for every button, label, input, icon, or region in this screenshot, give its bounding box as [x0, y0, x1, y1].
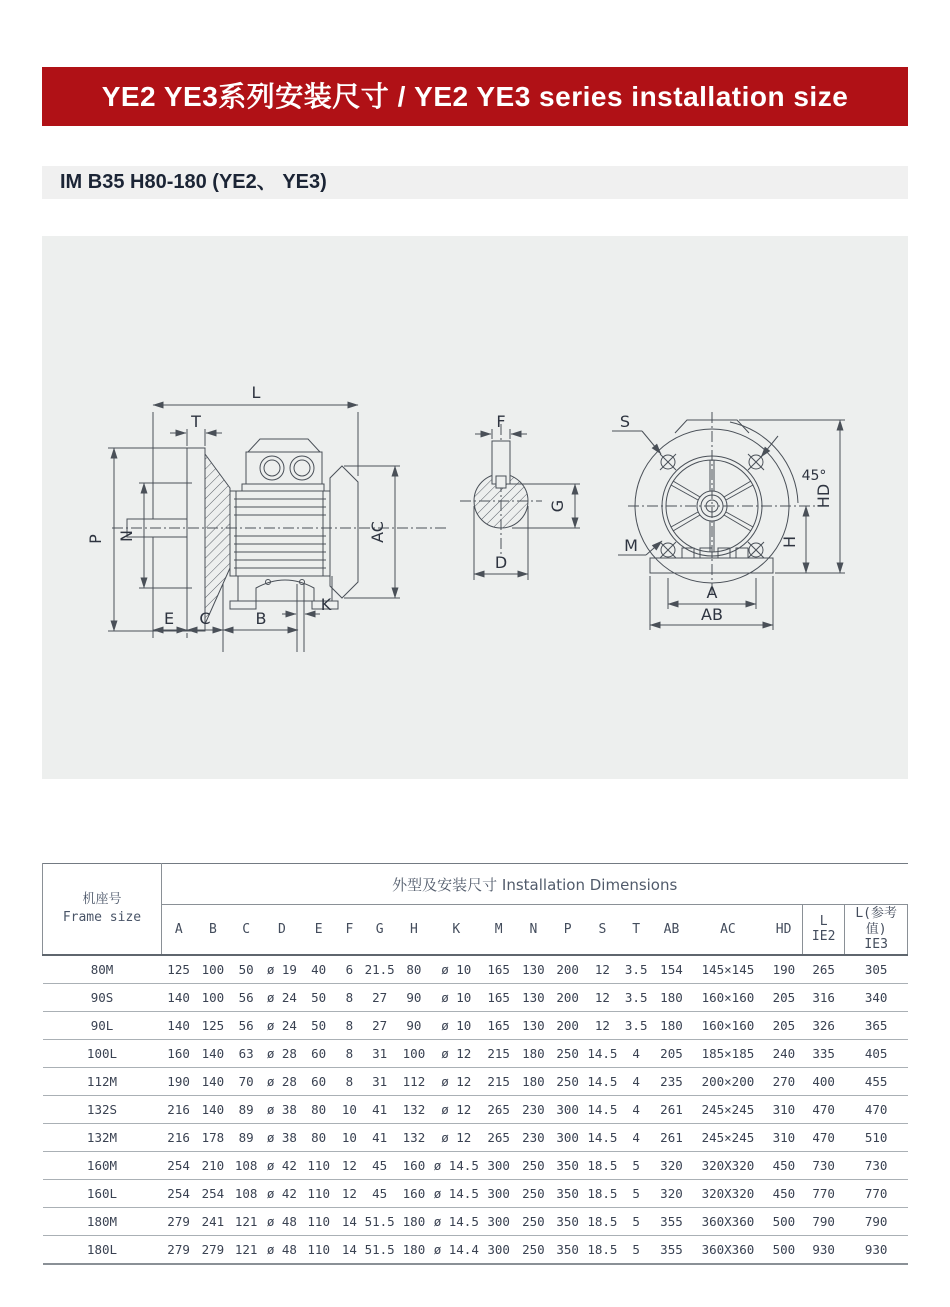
col-l-ie3-bottom: IE3 — [864, 937, 888, 953]
dimension-cell: 14.5 — [585, 1067, 620, 1095]
column-header-M: M — [481, 905, 516, 955]
dimension-cell: 160 — [396, 1179, 431, 1207]
dimension-cell: 130 — [516, 1011, 550, 1039]
dimension-cell: 455 — [845, 1067, 908, 1095]
dimension-cell: 89 — [230, 1095, 262, 1123]
table-row — [43, 1095, 908, 1123]
dimension-cell: 165 — [481, 955, 516, 984]
dimension-cell: ø 28 — [262, 1039, 301, 1067]
frame-size-cell: 100L — [43, 1039, 162, 1067]
dimension-cell: 510 — [845, 1123, 908, 1151]
dimension-cell: ø 38 — [262, 1123, 301, 1151]
dimension-cell: 4 — [620, 1067, 652, 1095]
dimension-cell: 12 — [585, 1011, 620, 1039]
dimension-cell: 8 — [336, 1067, 363, 1095]
dimension-cell: 18.5 — [585, 1207, 620, 1235]
dim-label-K: K — [320, 595, 332, 614]
dimension-cell: 5 — [620, 1235, 652, 1264]
column-header-A: A — [161, 905, 195, 955]
dimension-cell: 108 — [230, 1151, 262, 1179]
dimension-cell: 320 — [652, 1151, 690, 1179]
dimension-cell: 320 — [652, 1179, 690, 1207]
table-row — [43, 1123, 908, 1151]
dimension-cell: 216 — [161, 1123, 195, 1151]
dim-label-C: C — [199, 609, 211, 628]
dimension-cell: 320X320 — [691, 1179, 766, 1207]
dimension-cell: 121 — [230, 1235, 262, 1264]
dimension-cell: ø 42 — [262, 1151, 301, 1179]
dimension-cell: 215 — [481, 1039, 516, 1067]
dimension-cell: 400 — [803, 1067, 845, 1095]
dimension-cell: 310 — [765, 1123, 802, 1151]
dimension-cell: ø 14.5 — [432, 1179, 481, 1207]
dimension-cell: 180 — [396, 1235, 431, 1264]
dimension-cell: 730 — [845, 1151, 908, 1179]
dimension-cell: 140 — [196, 1095, 230, 1123]
dimension-cell: 335 — [803, 1039, 845, 1067]
dim-label-A: A — [706, 583, 718, 602]
dimension-cell: 12 — [336, 1151, 363, 1179]
dimension-cell: 100 — [196, 983, 230, 1011]
dimension-cell: 190 — [765, 955, 802, 984]
dimension-cell: 41 — [363, 1095, 396, 1123]
dimension-cell: 205 — [765, 1011, 802, 1039]
dim-label-E: E — [163, 609, 175, 628]
dimension-cell: 730 — [803, 1151, 845, 1179]
dimension-cell: 132 — [396, 1123, 431, 1151]
span-header-row — [43, 864, 908, 905]
dimension-cell: ø 38 — [262, 1095, 301, 1123]
dim-label-H: H — [780, 535, 799, 549]
dimension-cell: 5 — [620, 1179, 652, 1207]
table-row — [43, 1151, 908, 1179]
dimension-cell: 300 — [481, 1235, 516, 1264]
dimension-cell: 10 — [336, 1123, 363, 1151]
dimension-cell: 350 — [551, 1235, 585, 1264]
dimension-cell: 205 — [652, 1039, 690, 1067]
dimension-cell: 50 — [302, 1011, 336, 1039]
dimension-cell: 250 — [551, 1039, 585, 1067]
dimension-cell: 63 — [230, 1039, 262, 1067]
dimension-cell: 470 — [803, 1095, 845, 1123]
dimension-cell: 200 — [551, 955, 585, 984]
dimension-cell: 360X360 — [691, 1207, 766, 1235]
dimension-cell: 100 — [196, 955, 230, 984]
dimension-cell: 110 — [302, 1151, 336, 1179]
dimension-cell: 51.5 — [363, 1207, 396, 1235]
dimension-cell: 100 — [396, 1039, 431, 1067]
dimension-cell: 4 — [620, 1123, 652, 1151]
dimension-cell: 14.5 — [585, 1039, 620, 1067]
title-banner — [42, 67, 908, 126]
dimension-cell: ø 14.4 — [432, 1235, 481, 1264]
dimension-cell: ø 12 — [432, 1039, 481, 1067]
dimension-cell: 3.5 — [620, 1011, 652, 1039]
dimension-cell: ø 12 — [432, 1123, 481, 1151]
installation-dimensions-header: 外型及安装尺寸 Installation Dimensions — [161, 864, 907, 905]
dimension-cell: 450 — [765, 1179, 802, 1207]
dimension-cell: 450 — [765, 1151, 802, 1179]
dimension-cell: 160×160 — [691, 983, 766, 1011]
dimension-cell: 60 — [302, 1039, 336, 1067]
dimension-cell: 50 — [230, 955, 262, 984]
dimension-cell: 110 — [302, 1207, 336, 1235]
dimension-cell: 14 — [336, 1207, 363, 1235]
col-l-ie2-top: L — [819, 913, 828, 929]
technical-drawing — [42, 236, 908, 779]
dimension-cell: 500 — [765, 1207, 802, 1235]
column-header-H: H — [396, 905, 431, 955]
dim-label-AB: AB — [701, 605, 723, 624]
frame-size-header-zh: 机座号 — [82, 892, 122, 908]
column-header-F: F — [336, 905, 363, 955]
subtitle-text: IM B35 H80-180 (YE2、 YE3) — [60, 171, 327, 193]
dimension-cell: 405 — [845, 1039, 908, 1067]
dimension-cell: 261 — [652, 1095, 690, 1123]
dimension-cell: 5 — [620, 1151, 652, 1179]
dimension-cell: 160 — [396, 1151, 431, 1179]
dimension-cell: 132 — [396, 1095, 431, 1123]
table-row — [43, 1039, 908, 1067]
dim-label-P: P — [86, 534, 105, 544]
dimension-cell: 300 — [551, 1095, 585, 1123]
dimension-cell: 235 — [652, 1067, 690, 1095]
dimension-cell: 80 — [302, 1095, 336, 1123]
table-row — [43, 1067, 908, 1095]
dimension-cell: 50 — [302, 983, 336, 1011]
dimension-cell: 45 — [363, 1151, 396, 1179]
frame-size-cell: 90S — [43, 983, 162, 1011]
dimension-cell: 45 — [363, 1179, 396, 1207]
column-header-row — [43, 905, 908, 955]
column-header-S: S — [585, 905, 620, 955]
dimension-cell: 190 — [161, 1067, 195, 1095]
dimension-cell: 21.5 — [363, 955, 396, 984]
dimension-cell: 125 — [161, 955, 195, 984]
dimension-cell: 5 — [620, 1207, 652, 1235]
column-header-P: P — [551, 905, 585, 955]
front-view — [612, 412, 845, 630]
dimension-cell: 180 — [516, 1039, 550, 1067]
column-header-N: N — [516, 905, 550, 955]
column-header-G: G — [363, 905, 396, 955]
dimension-cell: 300 — [481, 1151, 516, 1179]
dimension-cell: 300 — [551, 1123, 585, 1151]
dimension-cell: 279 — [161, 1235, 195, 1264]
dimension-cell: 60 — [302, 1067, 336, 1095]
dimension-cell: 110 — [302, 1179, 336, 1207]
table-row — [43, 1011, 908, 1039]
dimension-cell: 80 — [396, 955, 431, 984]
dimension-cell: 56 — [230, 1011, 262, 1039]
dimension-cell: 89 — [230, 1123, 262, 1151]
dimension-cell: 185×185 — [691, 1039, 766, 1067]
dimension-cell: ø 12 — [432, 1095, 481, 1123]
dimension-cell: 300 — [481, 1179, 516, 1207]
frame-size-cell: 180L — [43, 1235, 162, 1264]
dimension-cell: 250 — [516, 1207, 550, 1235]
dimension-cell: 300 — [481, 1207, 516, 1235]
side-view — [108, 405, 446, 652]
frame-size-cell: 180M — [43, 1207, 162, 1235]
dimension-cell: 770 — [845, 1179, 908, 1207]
dimension-cell: 350 — [551, 1207, 585, 1235]
dimension-cell: 326 — [803, 1011, 845, 1039]
dim-label-B: B — [255, 609, 267, 628]
dimension-cell: 355 — [652, 1235, 690, 1264]
column-header-E: E — [302, 905, 336, 955]
frame-size-cell: 160M — [43, 1151, 162, 1179]
dimension-cell: ø 10 — [432, 1011, 481, 1039]
dim-label-45: 45° — [801, 468, 827, 484]
dim-label-HD: HD — [814, 483, 833, 509]
dimension-cell: 790 — [845, 1207, 908, 1235]
column-header-AC: AC — [691, 905, 766, 955]
dimension-cell: 14.5 — [585, 1123, 620, 1151]
frame-size-cell: 112M — [43, 1067, 162, 1095]
dimension-cell: ø 10 — [432, 955, 481, 984]
dimension-cell: 241 — [196, 1207, 230, 1235]
dimension-cell: ø 48 — [262, 1207, 301, 1235]
dimension-cell: 8 — [336, 1039, 363, 1067]
table-row — [43, 1207, 908, 1235]
column-header-HD: HD — [765, 905, 802, 955]
column-header-K: K — [432, 905, 481, 955]
table-row — [43, 1235, 908, 1264]
dimension-cell: ø 42 — [262, 1179, 301, 1207]
dimension-cell: ø 24 — [262, 1011, 301, 1039]
dimension-cell: 3.5 — [620, 955, 652, 984]
dimension-cell: 250 — [516, 1179, 550, 1207]
table-row — [43, 983, 908, 1011]
page — [42, 0, 908, 1265]
dimension-cell: 215 — [481, 1067, 516, 1095]
dimension-cell: 165 — [481, 1011, 516, 1039]
dim-label-AC: AC — [368, 521, 387, 543]
dimension-cell: 108 — [230, 1179, 262, 1207]
col-l-ie2-bottom: IE2 — [811, 929, 836, 945]
column-header-D: D — [262, 905, 301, 955]
dimension-cell: 310 — [765, 1095, 802, 1123]
dimension-cell: 90 — [396, 983, 431, 1011]
dimension-cell: 18.5 — [585, 1235, 620, 1264]
dimension-cell: 31 — [363, 1067, 396, 1095]
dimension-cell: 470 — [803, 1123, 845, 1151]
dimension-cell: 316 — [803, 983, 845, 1011]
dimension-cell: 165 — [481, 983, 516, 1011]
dimension-cell: 350 — [551, 1151, 585, 1179]
dimension-cell: 250 — [516, 1151, 550, 1179]
dim-label-T: T — [191, 412, 201, 431]
dimension-cell: 254 — [161, 1151, 195, 1179]
dimension-cell: 240 — [765, 1039, 802, 1067]
dimension-cell: 27 — [363, 1011, 396, 1039]
dimension-cell: 360X360 — [691, 1235, 766, 1264]
frame-size-cell: 132M — [43, 1123, 162, 1151]
dimension-cell: 12 — [336, 1179, 363, 1207]
dimension-cell: 140 — [161, 983, 195, 1011]
dimension-cell: ø 28 — [262, 1067, 301, 1095]
dimension-cell: 27 — [363, 983, 396, 1011]
dimension-cell: 200×200 — [691, 1067, 766, 1095]
frame-size-cell: 132S — [43, 1095, 162, 1123]
col-l-ie2 — [803, 905, 845, 955]
dimension-cell: 930 — [845, 1235, 908, 1264]
dimension-cell: 145×145 — [691, 955, 766, 984]
dimension-cell: 265 — [481, 1123, 516, 1151]
dimension-cell: 500 — [765, 1235, 802, 1264]
dimension-cell: 180 — [396, 1207, 431, 1235]
dimension-cell: 200 — [551, 1011, 585, 1039]
dim-label-G: G — [548, 499, 567, 513]
mounting-type-subtitle — [42, 166, 908, 199]
frame-size-header — [43, 864, 162, 955]
dimension-cell: 279 — [161, 1207, 195, 1235]
dimension-cell: 14.5 — [585, 1095, 620, 1123]
dimension-cell: 12 — [585, 983, 620, 1011]
dimension-cell: 245×245 — [691, 1095, 766, 1123]
column-header-AB: AB — [652, 905, 690, 955]
dim-label-S: S — [619, 412, 631, 431]
dimension-cell: 230 — [516, 1123, 550, 1151]
dimension-cell: 18.5 — [585, 1151, 620, 1179]
dimension-cell: 470 — [845, 1095, 908, 1123]
dimension-cell: 80 — [302, 1123, 336, 1151]
frame-size-header-en: Frame size — [62, 909, 142, 925]
dimension-cell: 930 — [803, 1235, 845, 1264]
dimension-cell: ø 12 — [432, 1067, 481, 1095]
dimension-cell: 265 — [803, 955, 845, 984]
dim-label-F: F — [496, 412, 506, 431]
dim-label-N: N — [117, 530, 136, 542]
dimension-cell: ø 48 — [262, 1235, 301, 1264]
dim-label-M: M — [624, 536, 638, 555]
dimension-cell: 770 — [803, 1179, 845, 1207]
col-l-ie3-top: L(参考值) — [855, 906, 897, 937]
dimensions-table — [42, 863, 908, 1265]
col-l-ie3 — [845, 905, 908, 955]
dimension-cell: 216 — [161, 1095, 195, 1123]
dimension-cell: 205 — [765, 983, 802, 1011]
dim-label-D: D — [494, 553, 508, 572]
dimension-cell: 178 — [196, 1123, 230, 1151]
dimension-cell: 4 — [620, 1039, 652, 1067]
dimension-cell: 320X320 — [691, 1151, 766, 1179]
dimension-cell: 270 — [765, 1067, 802, 1095]
dimension-cell: 10 — [336, 1095, 363, 1123]
dimension-cell: 14 — [336, 1235, 363, 1264]
dimension-cell: 160×160 — [691, 1011, 766, 1039]
dimension-cell: 18.5 — [585, 1179, 620, 1207]
frame-size-cell: 80M — [43, 955, 162, 984]
dimension-cell: 70 — [230, 1067, 262, 1095]
dimension-cell: 210 — [196, 1151, 230, 1179]
dimension-cell: 261 — [652, 1123, 690, 1151]
dimension-cell: 130 — [516, 983, 550, 1011]
dimension-cell: 279 — [196, 1235, 230, 1264]
dimension-cell: 154 — [652, 955, 690, 984]
dimension-cell: 12 — [585, 955, 620, 984]
table-body — [43, 955, 908, 1264]
dimension-cell: 130 — [516, 955, 550, 984]
dimension-cell: ø 14.5 — [432, 1207, 481, 1235]
dimension-cell: 90 — [396, 1011, 431, 1039]
dimension-cell: 160 — [161, 1039, 195, 1067]
dimension-cell: 140 — [196, 1067, 230, 1095]
dimension-cell: 125 — [196, 1011, 230, 1039]
dimension-cell: 140 — [161, 1011, 195, 1039]
dimension-cell: 8 — [336, 983, 363, 1011]
dimension-cell: 3.5 — [620, 983, 652, 1011]
dimension-cell: ø 14.5 — [432, 1151, 481, 1179]
dimension-cell: 305 — [845, 955, 908, 984]
dim-label-L: L — [251, 383, 261, 402]
dimension-cell: 254 — [196, 1179, 230, 1207]
frame-size-cell: 90L — [43, 1011, 162, 1039]
dimension-cell: 230 — [516, 1095, 550, 1123]
dimension-cell: 40 — [302, 955, 336, 984]
dimension-cell: 340 — [845, 983, 908, 1011]
dimension-cell: 355 — [652, 1207, 690, 1235]
dimension-cell: ø 10 — [432, 983, 481, 1011]
dimension-cell: ø 19 — [262, 955, 301, 984]
dimension-cell: 140 — [196, 1039, 230, 1067]
dimension-cell: 41 — [363, 1123, 396, 1151]
dimension-cell: 6 — [336, 955, 363, 984]
dimension-cell: 31 — [363, 1039, 396, 1067]
dimension-cell: 200 — [551, 983, 585, 1011]
frame-size-cell: 160L — [43, 1179, 162, 1207]
page-title: YE2 YE3系列安装尺寸 / YE2 YE3 series installation size — [101, 81, 849, 112]
table-row — [43, 1179, 908, 1207]
column-header-C: C — [230, 905, 262, 955]
dimension-cell: 121 — [230, 1207, 262, 1235]
dimension-cell: 790 — [803, 1207, 845, 1235]
dimension-cell: 180 — [516, 1067, 550, 1095]
dimension-cell: 350 — [551, 1179, 585, 1207]
column-header-T: T — [620, 905, 652, 955]
drawing-panel — [42, 236, 908, 779]
dimension-cell: 112 — [396, 1067, 431, 1095]
dimension-cell: 254 — [161, 1179, 195, 1207]
dimension-cell: 110 — [302, 1235, 336, 1264]
dimension-cell: 250 — [516, 1235, 550, 1264]
dimension-cell: ø 24 — [262, 983, 301, 1011]
dimension-cell: 265 — [481, 1095, 516, 1123]
dimension-cell: 56 — [230, 983, 262, 1011]
dimension-cell: 365 — [845, 1011, 908, 1039]
dimension-cell: 180 — [652, 1011, 690, 1039]
dimension-cell: 4 — [620, 1095, 652, 1123]
dimension-cell: 51.5 — [363, 1235, 396, 1264]
column-header-B: B — [196, 905, 230, 955]
dimension-cell: 250 — [551, 1067, 585, 1095]
dimension-cell: 245×245 — [691, 1123, 766, 1151]
dimension-cell: 180 — [652, 983, 690, 1011]
table-row — [43, 955, 908, 984]
dimension-cell: 8 — [336, 1011, 363, 1039]
